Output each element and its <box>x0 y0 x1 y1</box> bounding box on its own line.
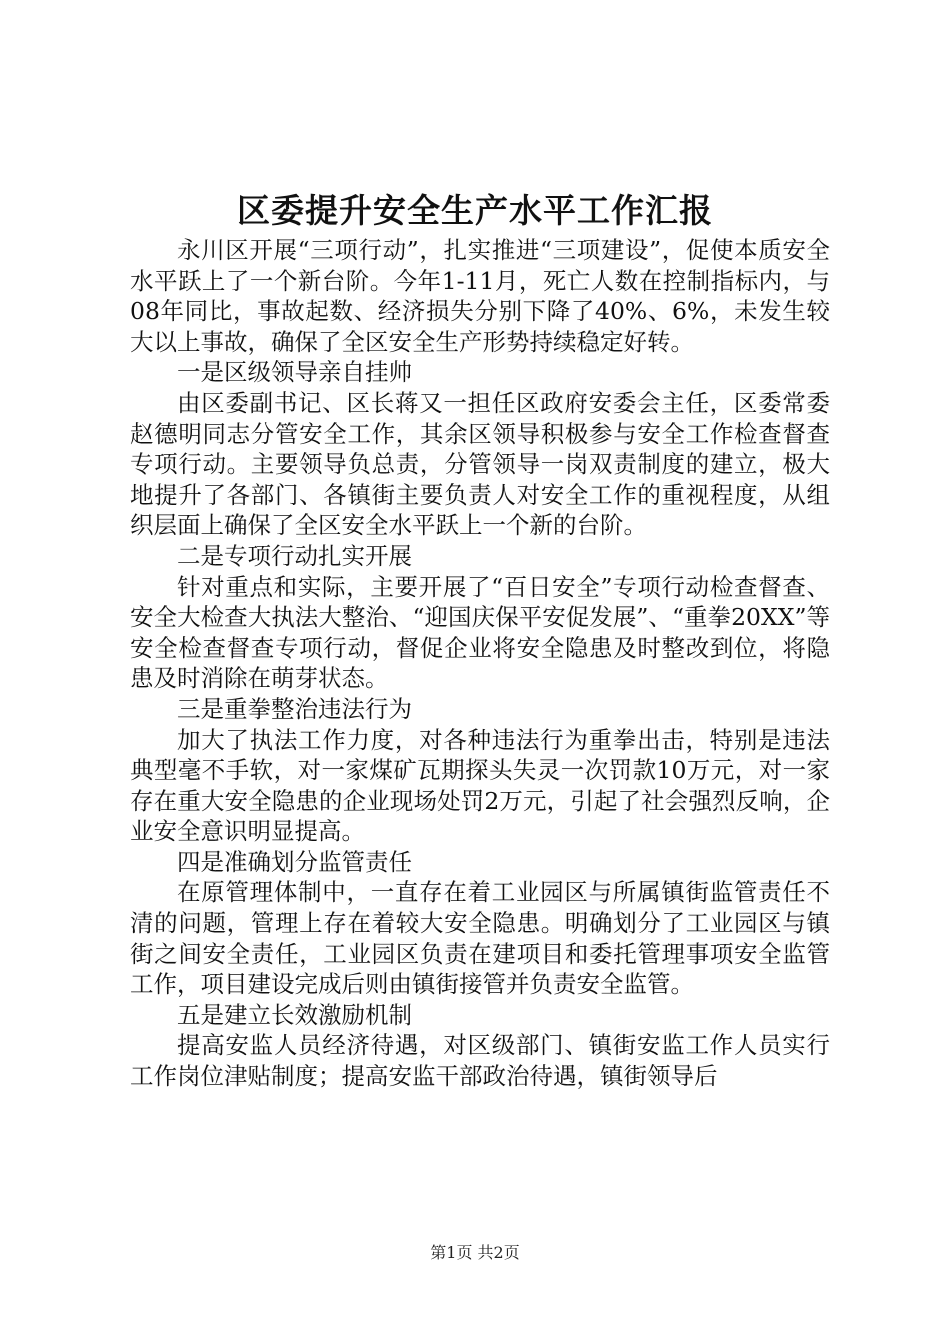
intro-paragraph: 永川区开展“三项行动”，扎实推进“三项建设”，促使本质安全水平跃上了一个新台阶。今年1-11月，死亡人数在控制指标内，与08年同比，事故起数、经济损失分别下降了40%、6%，未发生较大以上事故，确保了全区安全生产形势持续稳定好转。 <box>130 236 830 356</box>
section-heading-3: 三是重拳整治违法行为 <box>177 694 412 723</box>
section-heading-4: 四是准确划分监管责任 <box>177 847 412 876</box>
page-footer: 第1页 共2页 <box>430 1243 520 1262</box>
document-title: 区委提升安全生产水平工作汇报 <box>237 191 713 230</box>
section-paragraph-4: 在原管理体制中，一直存在着工业园区与所属镇街监管责任不清的问题，管理上存在着较大安全隐患。明确划分了工业园区与镇街之间安全责任，工业园区负责在建项目和委托管理事项安全监管工作，项目建设完成后则由镇街接管并负责安全监管。 <box>130 878 830 999</box>
section-heading-2: 二是专项行动扎实开展 <box>177 541 412 570</box>
document-body <box>130 235 830 1092</box>
section-paragraph-3: 加大了执法工作力度，对各种违法行为重拳出击，特别是违法典型毫不手软，对一家煤矿瓦期探头失灵一次罚款10万元，对一家存在重大安全隐患的企业现场处罚2万元，引起了社会强烈反响，企业安全意识明显提高。 <box>130 725 830 846</box>
section-paragraph-5: 提高安监人员经济待遇，对区级部门、镇街安监工作人员实行工作岗位津贴制度；提高安监干部政治待遇，镇街领导后 <box>130 1031 830 1091</box>
section-heading-1: 一是区级领导亲自挂帅 <box>177 358 412 387</box>
section-paragraph-1: 由区委副书记、区长蒋又一担任区政府安委会主任，区委常委赵德明同志分管安全工作，其余区领导积极参与安全工作检查督查专项行动。主要领导负总责，分管领导一岗双责制度的建立，极大地提升了各部门、各镇街主要负责人对安全工作的重视程度，从组织层面上确保了全区安全水平跃上一个新的台阶。 <box>130 388 830 540</box>
section-heading-5: 五是建立长效激励机制 <box>177 1000 412 1029</box>
section-paragraph-2: 针对重点和实际，主要开展了“百日安全”专项行动检查督查、安全大检查大执法大整治、“迎国庆保平安促发展”、“重拳20XX”等安全检查督查专项行动，督促企业将安全隐患及时整改到位，将隐患及时消除在萌芽状态。 <box>130 572 830 693</box>
